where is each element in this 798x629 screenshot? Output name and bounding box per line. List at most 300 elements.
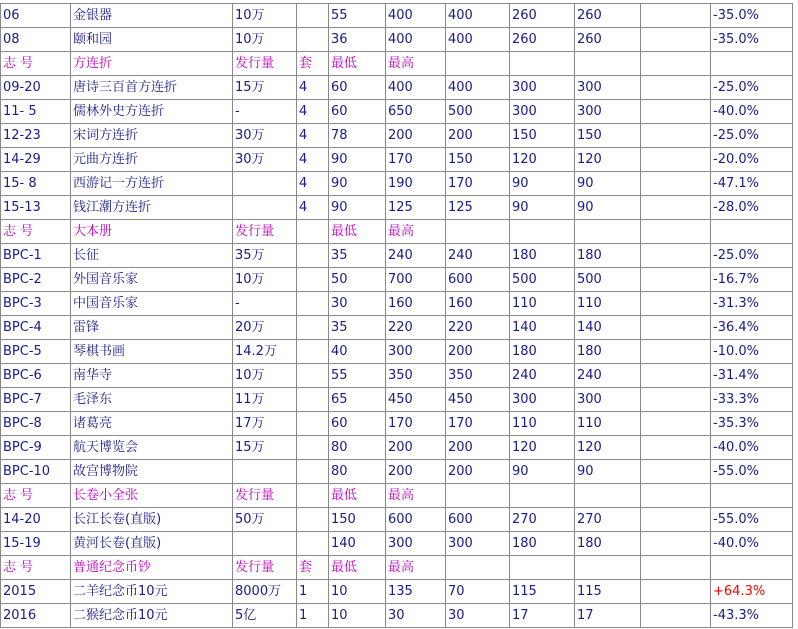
cell-price-col-9[interactable] — [575, 220, 641, 244]
cell-price-high[interactable]: 135 — [386, 580, 446, 604]
cell-price-low[interactable]: 10 — [329, 604, 386, 628]
table-row — [1, 4, 793, 28]
cell-price-low[interactable]: 30 — [329, 292, 386, 316]
cell-issue-volume[interactable]: 10万 — [233, 28, 297, 52]
cell-price-col-9[interactable]: 120 — [575, 436, 641, 460]
cell-set-count[interactable]: 4 — [297, 172, 329, 196]
cell-price-col-9[interactable]: 17 — [575, 604, 641, 628]
cell-issue-volume[interactable]: 14.2万 — [233, 340, 297, 364]
cell-blank-col[interactable] — [641, 268, 711, 292]
cell-price-col-7[interactable] — [446, 52, 510, 76]
cell-issue-volume[interactable]: 30万 — [233, 124, 297, 148]
cell-price-col-7[interactable]: 350 — [446, 364, 510, 388]
cell-price-col-9[interactable]: 270 — [575, 508, 641, 532]
cell-change-percent[interactable] — [711, 484, 793, 508]
cell-issue-number[interactable]: 12-23 — [1, 124, 71, 148]
cell-price-high[interactable]: 最高 — [386, 556, 446, 580]
cell-price-col-8[interactable]: 500 — [510, 268, 575, 292]
cell-price-col-8[interactable]: 120 — [510, 436, 575, 460]
cell-issue-number[interactable]: BPC-5 — [1, 340, 71, 364]
cell-item-name[interactable]: 长江长卷(直版) — [71, 508, 233, 532]
cell-price-col-9[interactable]: 110 — [575, 412, 641, 436]
cell-change-percent[interactable]: -35.0% — [711, 28, 793, 52]
cell-price-col-8[interactable]: 115 — [510, 580, 575, 604]
cell-price-col-7[interactable] — [446, 220, 510, 244]
cell-issue-number[interactable]: BPC-2 — [1, 268, 71, 292]
cell-price-col-8[interactable]: 120 — [510, 148, 575, 172]
table-row — [1, 268, 793, 292]
cell-blank-col[interactable] — [641, 412, 711, 436]
cell-blank-col[interactable] — [641, 148, 711, 172]
cell-price-col-7[interactable]: 450 — [446, 388, 510, 412]
cell-set-count[interactable] — [297, 364, 329, 388]
cell-price-high[interactable]: 200 — [386, 436, 446, 460]
cell-price-high[interactable]: 450 — [386, 388, 446, 412]
cell-set-count[interactable]: 套 — [297, 52, 329, 76]
cell-price-high[interactable]: 220 — [386, 316, 446, 340]
cell-change-percent[interactable]: -43.3% — [711, 604, 793, 628]
cell-price-col-9[interactable]: 180 — [575, 340, 641, 364]
cell-blank-col[interactable] — [641, 4, 711, 28]
cell-price-high[interactable]: 最高 — [386, 484, 446, 508]
cell-issue-number[interactable]: BPC-4 — [1, 316, 71, 340]
cell-price-col-8[interactable]: 90 — [510, 172, 575, 196]
cell-issue-number[interactable]: BPC-7 — [1, 388, 71, 412]
cell-change-percent[interactable]: -25.0% — [711, 76, 793, 100]
cell-issue-volume[interactable]: 17万 — [233, 412, 297, 436]
cell-set-count[interactable] — [297, 508, 329, 532]
cell-item-name[interactable]: 钱江潮方连折 — [71, 196, 233, 220]
cell-item-name[interactable]: 琴棋书画 — [71, 340, 233, 364]
cell-set-count[interactable] — [297, 388, 329, 412]
cell-item-name[interactable]: 方连折 — [71, 52, 233, 76]
cell-change-percent[interactable]: -47.1% — [711, 172, 793, 196]
cell-price-col-9[interactable]: 120 — [575, 148, 641, 172]
cell-issue-volume[interactable] — [233, 460, 297, 484]
cell-issue-number[interactable]: 15-19 — [1, 532, 71, 556]
cell-change-percent[interactable]: -25.0% — [711, 124, 793, 148]
cell-issue-volume[interactable] — [233, 172, 297, 196]
cell-price-low[interactable]: 最低 — [329, 556, 386, 580]
table-row — [1, 196, 793, 220]
cell-price-col-9[interactable]: 115 — [575, 580, 641, 604]
cell-issue-volume[interactable] — [233, 196, 297, 220]
cell-blank-col[interactable] — [641, 52, 711, 76]
cell-price-low[interactable]: 90 — [329, 172, 386, 196]
cell-set-count[interactable]: 4 — [297, 76, 329, 100]
cell-item-name[interactable]: 故宫博物院 — [71, 460, 233, 484]
cell-change-percent[interactable]: -36.4% — [711, 316, 793, 340]
cell-set-count[interactable]: 1 — [297, 604, 329, 628]
cell-change-percent[interactable]: -10.0% — [711, 340, 793, 364]
table-row — [1, 436, 793, 460]
cell-price-col-7[interactable]: 30 — [446, 604, 510, 628]
cell-price-col-8[interactable]: 90 — [510, 460, 575, 484]
cell-price-col-9[interactable]: 150 — [575, 124, 641, 148]
cell-price-col-7[interactable]: 200 — [446, 460, 510, 484]
cell-change-percent[interactable]: -25.0% — [711, 244, 793, 268]
cell-blank-col[interactable] — [641, 556, 711, 580]
cell-set-count[interactable]: 套 — [297, 556, 329, 580]
cell-price-col-8[interactable] — [510, 220, 575, 244]
cell-price-col-9[interactable]: 300 — [575, 388, 641, 412]
cell-price-col-9[interactable]: 180 — [575, 532, 641, 556]
cell-price-col-8[interactable]: 300 — [510, 100, 575, 124]
cell-price-col-9[interactable]: 90 — [575, 460, 641, 484]
cell-blank-col[interactable] — [641, 124, 711, 148]
cell-issue-number[interactable]: 09-20 — [1, 76, 71, 100]
cell-price-col-9[interactable]: 500 — [575, 268, 641, 292]
cell-set-count[interactable] — [297, 4, 329, 28]
cell-price-high[interactable]: 300 — [386, 340, 446, 364]
cell-issue-number[interactable]: 14-29 — [1, 148, 71, 172]
cell-price-low[interactable]: 90 — [329, 196, 386, 220]
cell-set-count[interactable]: 4 — [297, 148, 329, 172]
cell-change-percent[interactable] — [711, 220, 793, 244]
cell-issue-number[interactable]: BPC-3 — [1, 292, 71, 316]
cell-item-name[interactable]: 中国音乐家 — [71, 292, 233, 316]
cell-issue-volume[interactable]: - — [233, 292, 297, 316]
cell-price-high[interactable]: 600 — [386, 508, 446, 532]
cell-price-low[interactable]: 最低 — [329, 220, 386, 244]
cell-price-high[interactable]: 240 — [386, 244, 446, 268]
cell-price-col-7[interactable]: 220 — [446, 316, 510, 340]
cell-price-col-8[interactable]: 90 — [510, 196, 575, 220]
cell-issue-number[interactable]: 14-20 — [1, 508, 71, 532]
cell-price-col-8[interactable] — [510, 484, 575, 508]
cell-blank-col[interactable] — [641, 76, 711, 100]
cell-issue-number[interactable]: 15-13 — [1, 196, 71, 220]
cell-blank-col[interactable] — [641, 316, 711, 340]
cell-price-col-9[interactable]: 180 — [575, 244, 641, 268]
cell-price-col-7[interactable]: 600 — [446, 268, 510, 292]
cell-blank-col[interactable] — [641, 172, 711, 196]
cell-price-high[interactable]: 170 — [386, 148, 446, 172]
cell-item-name[interactable]: 诸葛亮 — [71, 412, 233, 436]
cell-blank-col[interactable] — [641, 460, 711, 484]
cell-blank-col[interactable] — [641, 580, 711, 604]
cell-price-col-8[interactable]: 260 — [510, 28, 575, 52]
section-header-row — [1, 556, 793, 580]
cell-item-name[interactable]: 唐诗三百首方连折 — [71, 76, 233, 100]
cell-item-name[interactable]: 毛泽东 — [71, 388, 233, 412]
cell-set-count[interactable] — [297, 292, 329, 316]
cell-issue-volume[interactable]: 10万 — [233, 268, 297, 292]
cell-set-count[interactable] — [297, 460, 329, 484]
cell-set-count[interactable]: 1 — [297, 580, 329, 604]
cell-set-count[interactable] — [297, 220, 329, 244]
cell-price-high[interactable]: 400 — [386, 4, 446, 28]
cell-price-col-9[interactable]: 240 — [575, 364, 641, 388]
cell-price-high[interactable]: 650 — [386, 100, 446, 124]
cell-price-col-8[interactable]: 270 — [510, 508, 575, 532]
cell-change-percent[interactable]: -40.0% — [711, 436, 793, 460]
cell-set-count[interactable]: 4 — [297, 124, 329, 148]
cell-blank-col[interactable] — [641, 364, 711, 388]
table-row — [1, 316, 793, 340]
cell-blank-col[interactable] — [641, 196, 711, 220]
cell-change-percent[interactable]: -55.0% — [711, 508, 793, 532]
cell-price-col-8[interactable] — [510, 556, 575, 580]
cell-item-name[interactable]: 普通纪念币钞 — [71, 556, 233, 580]
table-row — [1, 148, 793, 172]
cell-issue-number[interactable]: 08 — [1, 28, 71, 52]
cell-set-count[interactable] — [297, 268, 329, 292]
cell-set-count[interactable]: 4 — [297, 196, 329, 220]
cell-item-name[interactable]: 黄河长卷(直版) — [71, 532, 233, 556]
cell-issue-volume[interactable]: 10万 — [233, 4, 297, 28]
cell-price-high[interactable]: 400 — [386, 76, 446, 100]
cell-price-col-8[interactable]: 17 — [510, 604, 575, 628]
cell-change-percent[interactable] — [711, 556, 793, 580]
cell-price-low[interactable]: 140 — [329, 532, 386, 556]
cell-price-high[interactable]: 190 — [386, 172, 446, 196]
table-row — [1, 340, 793, 364]
cell-price-low[interactable]: 最低 — [329, 52, 386, 76]
cell-price-col-7[interactable]: 400 — [446, 76, 510, 100]
cell-issue-volume[interactable]: - — [233, 100, 297, 124]
table-row — [1, 100, 793, 124]
cell-price-col-8[interactable]: 180 — [510, 244, 575, 268]
cell-price-low[interactable]: 35 — [329, 244, 386, 268]
cell-blank-col[interactable] — [641, 508, 711, 532]
table-row — [1, 172, 793, 196]
cell-price-col-9[interactable] — [575, 52, 641, 76]
table-row — [1, 388, 793, 412]
table-row — [1, 532, 793, 556]
cell-item-name[interactable]: 南华寺 — [71, 364, 233, 388]
cell-price-col-7[interactable]: 300 — [446, 532, 510, 556]
cell-issue-volume[interactable]: 11万 — [233, 388, 297, 412]
cell-price-high[interactable]: 125 — [386, 196, 446, 220]
cell-price-high[interactable]: 170 — [386, 412, 446, 436]
cell-set-count[interactable] — [297, 316, 329, 340]
cell-issue-volume[interactable]: 35万 — [233, 244, 297, 268]
cell-issue-volume[interactable] — [233, 532, 297, 556]
cell-price-col-7[interactable]: 170 — [446, 412, 510, 436]
cell-change-percent[interactable]: -55.0% — [711, 460, 793, 484]
cell-blank-col[interactable] — [641, 340, 711, 364]
cell-price-col-8[interactable]: 110 — [510, 412, 575, 436]
cell-issue-volume[interactable]: 5亿 — [233, 604, 297, 628]
cell-item-name[interactable]: 宋词方连折 — [71, 124, 233, 148]
cell-price-low[interactable]: 10 — [329, 580, 386, 604]
cell-issue-volume[interactable]: 发行量 — [233, 220, 297, 244]
cell-price-col-9[interactable] — [575, 556, 641, 580]
cell-item-name[interactable]: 航天博览会 — [71, 436, 233, 460]
cell-price-low[interactable]: 150 — [329, 508, 386, 532]
cell-issue-number[interactable]: 志 号 — [1, 556, 71, 580]
cell-issue-volume[interactable]: 发行量 — [233, 484, 297, 508]
cell-price-high[interactable]: 700 — [386, 268, 446, 292]
cell-price-high[interactable]: 350 — [386, 364, 446, 388]
cell-issue-volume[interactable]: 50万 — [233, 508, 297, 532]
cell-blank-col[interactable] — [641, 28, 711, 52]
cell-change-percent[interactable]: -28.0% — [711, 196, 793, 220]
cell-item-name[interactable]: 金银器 — [71, 4, 233, 28]
cell-price-col-7[interactable]: 240 — [446, 244, 510, 268]
cell-price-low[interactable]: 40 — [329, 340, 386, 364]
cell-price-col-7[interactable] — [446, 556, 510, 580]
cell-price-low[interactable]: 90 — [329, 148, 386, 172]
cell-price-col-9[interactable]: 300 — [575, 100, 641, 124]
cell-price-high[interactable]: 300 — [386, 532, 446, 556]
cell-change-percent[interactable] — [711, 52, 793, 76]
cell-issue-number[interactable]: 2016 — [1, 604, 71, 628]
cell-issue-volume[interactable]: 30万 — [233, 148, 297, 172]
cell-item-name[interactable]: 雷锋 — [71, 316, 233, 340]
cell-price-col-7[interactable]: 200 — [446, 436, 510, 460]
cell-issue-volume[interactable]: 20万 — [233, 316, 297, 340]
cell-price-col-9[interactable] — [575, 484, 641, 508]
cell-item-name[interactable]: 大本册 — [71, 220, 233, 244]
cell-item-name[interactable]: 二猴纪念币10元 — [71, 604, 233, 628]
cell-blank-col[interactable] — [641, 604, 711, 628]
cell-price-col-7[interactable]: 600 — [446, 508, 510, 532]
cell-issue-number[interactable]: 志 号 — [1, 220, 71, 244]
cell-issue-number[interactable]: BPC-8 — [1, 412, 71, 436]
cell-change-percent[interactable]: -20.0% — [711, 148, 793, 172]
cell-change-percent[interactable]: -35.0% — [711, 4, 793, 28]
cell-issue-volume[interactable]: 15万 — [233, 76, 297, 100]
cell-change-percent[interactable]: -31.4% — [711, 364, 793, 388]
cell-change-percent[interactable]: +64.3% — [711, 580, 793, 604]
cell-issue-number[interactable]: BPC-1 — [1, 244, 71, 268]
cell-price-col-7[interactable]: 160 — [446, 292, 510, 316]
cell-price-col-8[interactable]: 300 — [510, 388, 575, 412]
cell-price-col-8[interactable]: 110 — [510, 292, 575, 316]
cell-price-low[interactable]: 78 — [329, 124, 386, 148]
cell-issue-number[interactable]: 志 号 — [1, 484, 71, 508]
cell-price-low[interactable]: 最低 — [329, 484, 386, 508]
cell-issue-number[interactable]: BPC-6 — [1, 364, 71, 388]
cell-item-name[interactable]: 长卷小全张 — [71, 484, 233, 508]
cell-issue-number[interactable]: BPC-10 — [1, 460, 71, 484]
cell-price-col-9[interactable]: 300 — [575, 76, 641, 100]
cell-issue-number[interactable]: 11- 5 — [1, 100, 71, 124]
cell-item-name[interactable]: 颐和园 — [71, 28, 233, 52]
cell-price-col-8[interactable]: 180 — [510, 340, 575, 364]
cell-price-col-7[interactable] — [446, 484, 510, 508]
cell-set-count[interactable] — [297, 340, 329, 364]
cell-blank-col[interactable] — [641, 532, 711, 556]
cell-price-high[interactable]: 最高 — [386, 220, 446, 244]
cell-price-low[interactable]: 80 — [329, 436, 386, 460]
cell-item-name[interactable]: 二羊纪念币10元 — [71, 580, 233, 604]
cell-price-high[interactable]: 30 — [386, 604, 446, 628]
cell-item-name[interactable]: 西游记一方连折 — [71, 172, 233, 196]
cell-price-low[interactable]: 50 — [329, 268, 386, 292]
cell-change-percent[interactable]: -16.7% — [711, 268, 793, 292]
cell-price-col-9[interactable]: 90 — [575, 196, 641, 220]
cell-set-count[interactable] — [297, 436, 329, 460]
cell-price-col-7[interactable]: 400 — [446, 4, 510, 28]
cell-issue-number[interactable]: 志 号 — [1, 52, 71, 76]
cell-issue-volume[interactable]: 发行量 — [233, 52, 297, 76]
cell-issue-number[interactable]: 2015 — [1, 580, 71, 604]
cell-set-count[interactable] — [297, 484, 329, 508]
cell-price-low[interactable]: 60 — [329, 100, 386, 124]
cell-price-col-7[interactable]: 150 — [446, 148, 510, 172]
cell-item-name[interactable]: 元曲方连折 — [71, 148, 233, 172]
cell-price-col-9[interactable]: 260 — [575, 4, 641, 28]
cell-issue-volume[interactable]: 发行量 — [233, 556, 297, 580]
cell-price-low[interactable]: 55 — [329, 364, 386, 388]
cell-item-name[interactable]: 儒林外史方连折 — [71, 100, 233, 124]
table-row — [1, 508, 793, 532]
cell-change-percent[interactable]: -33.3% — [711, 388, 793, 412]
cell-price-col-7[interactable]: 200 — [446, 124, 510, 148]
cell-price-high[interactable]: 160 — [386, 292, 446, 316]
cell-price-low[interactable]: 35 — [329, 316, 386, 340]
cell-change-percent[interactable]: -40.0% — [711, 532, 793, 556]
cell-set-count[interactable] — [297, 412, 329, 436]
cell-issue-volume[interactable]: 10万 — [233, 364, 297, 388]
cell-item-name[interactable]: 长征 — [71, 244, 233, 268]
cell-price-col-8[interactable]: 150 — [510, 124, 575, 148]
cell-change-percent[interactable]: -35.3% — [711, 412, 793, 436]
cell-issue-volume[interactable]: 8000万 — [233, 580, 297, 604]
cell-price-high[interactable]: 400 — [386, 28, 446, 52]
cell-price-col-9[interactable]: 140 — [575, 316, 641, 340]
cell-issue-number[interactable]: BPC-9 — [1, 436, 71, 460]
cell-blank-col[interactable] — [641, 244, 711, 268]
cell-price-high[interactable]: 最高 — [386, 52, 446, 76]
cell-price-high[interactable]: 200 — [386, 460, 446, 484]
cell-price-col-8[interactable]: 300 — [510, 76, 575, 100]
cell-set-count[interactable] — [297, 532, 329, 556]
cell-issue-number[interactable]: 15- 8 — [1, 172, 71, 196]
cell-blank-col[interactable] — [641, 484, 711, 508]
cell-price-col-9[interactable]: 90 — [575, 172, 641, 196]
cell-price-col-7[interactable]: 500 — [446, 100, 510, 124]
cell-blank-col[interactable] — [641, 220, 711, 244]
cell-item-name[interactable]: 外国音乐家 — [71, 268, 233, 292]
cell-price-low[interactable]: 55 — [329, 4, 386, 28]
cell-price-col-8[interactable]: 140 — [510, 316, 575, 340]
cell-blank-col[interactable] — [641, 436, 711, 460]
cell-price-col-8[interactable] — [510, 52, 575, 76]
cell-blank-col[interactable] — [641, 292, 711, 316]
cell-price-col-7[interactable]: 70 — [446, 580, 510, 604]
cell-price-col-9[interactable]: 110 — [575, 292, 641, 316]
cell-price-col-8[interactable]: 180 — [510, 532, 575, 556]
cell-change-percent[interactable]: -40.0% — [711, 100, 793, 124]
cell-price-col-7[interactable]: 400 — [446, 28, 510, 52]
cell-price-low[interactable]: 36 — [329, 28, 386, 52]
cell-price-col-7[interactable]: 170 — [446, 172, 510, 196]
cell-change-percent[interactable]: -31.3% — [711, 292, 793, 316]
cell-price-col-7[interactable]: 125 — [446, 196, 510, 220]
cell-set-count[interactable] — [297, 28, 329, 52]
table-row — [1, 28, 793, 52]
cell-blank-col[interactable] — [641, 388, 711, 412]
cell-issue-volume[interactable]: 15万 — [233, 436, 297, 460]
cell-price-col-8[interactable]: 260 — [510, 4, 575, 28]
cell-price-low[interactable]: 65 — [329, 388, 386, 412]
cell-set-count[interactable]: 4 — [297, 100, 329, 124]
cell-issue-number[interactable]: 06 — [1, 4, 71, 28]
cell-price-col-7[interactable]: 200 — [446, 340, 510, 364]
cell-price-col-9[interactable]: 260 — [575, 28, 641, 52]
cell-price-col-8[interactable]: 240 — [510, 364, 575, 388]
cell-price-low[interactable]: 80 — [329, 460, 386, 484]
cell-price-low[interactable]: 60 — [329, 412, 386, 436]
cell-price-low[interactable]: 60 — [329, 76, 386, 100]
cell-set-count[interactable] — [297, 244, 329, 268]
cell-price-high[interactable]: 200 — [386, 124, 446, 148]
cell-blank-col[interactable] — [641, 100, 711, 124]
